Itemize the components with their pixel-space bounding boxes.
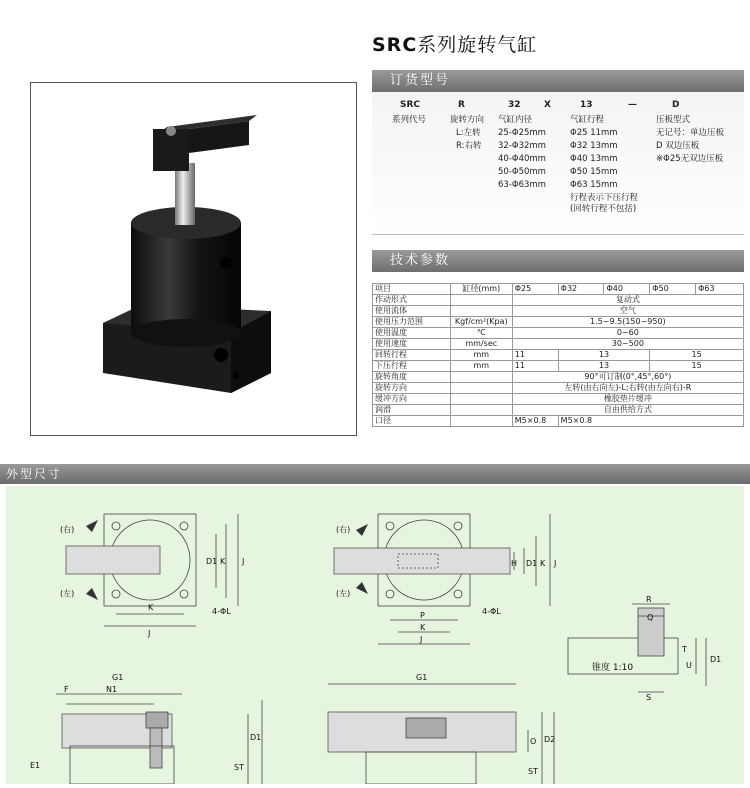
dim-k: K [220,557,226,566]
spec-cell [450,405,512,416]
spec-row [373,339,744,350]
spec-row [373,383,744,394]
spec-cell: 润滑 [373,405,451,416]
tech-section-bar: 技术参数 [372,250,744,272]
dim-t: T [682,645,687,654]
spec-cell: 橡胶垫片缓冲 [512,394,743,405]
dims-section-bar: 外型尺寸 [0,464,750,484]
spec-row [373,405,744,416]
code-series: SRC [400,100,421,110]
dim-d1: D1 [206,557,218,566]
dim-hole: 4-ΦL [212,607,231,616]
page-title: SRC系列旋转气缸 [372,34,538,56]
spec-cell: M5×0.8 [512,416,558,427]
spec-cell: 回转行程 [373,350,451,361]
clamp-arm-double [334,548,510,574]
spec-row [373,295,744,306]
spec-cell: 11 [512,350,558,361]
spec-cell: 作动形式 [373,295,451,306]
dim-st: ST [234,763,244,772]
spec-row [373,306,744,317]
spec-cell: mm [450,361,512,372]
spec-cell: mm/sec [450,339,512,350]
code-x: X [544,100,551,110]
dim-r: R [646,595,652,604]
spec-cell: 自由供给方式 [512,405,743,416]
spec-row [373,416,744,427]
dim-d2: D2 [544,735,556,744]
code-direction: R [458,100,465,110]
dim-left: (左) [60,589,75,598]
spec-cell: 空气 [512,306,743,317]
svg-text:K: K [540,559,546,568]
spec-cell: 15 [650,350,744,361]
code-stroke: 13 [580,100,593,110]
spec-cell: 1.5~9.5(150~950) [512,317,743,328]
order-code-block [372,92,744,235]
spec-cell: 使用温度 [373,328,451,339]
spec-cell: Φ63 [696,284,744,295]
spec-cell: 旋转方向 [373,383,451,394]
spec-cell: 口径 [373,416,451,427]
spec-cell: 11 [512,361,558,372]
svg-text:K: K [420,623,426,632]
spec-row [373,284,744,295]
spec-cell [450,306,512,317]
rotate-right-arrow [86,520,98,532]
spec-cell: 90°可订制(0°,45°,60°) [512,372,743,383]
svg-text:(左): (左) [336,589,351,598]
dim-e1: E1 [30,761,41,770]
dim-u: U [686,661,692,670]
spec-row [373,394,744,405]
spec-row [373,328,744,339]
dim-q: Q [647,613,654,622]
spec-cell: 左转(由右向左)-L;右转(由左向右)-R [512,383,743,394]
spec-row [373,372,744,383]
svg-text:D1: D1 [526,559,538,568]
dim-n1: N1 [106,685,118,694]
dimension-drawings [6,486,744,784]
direction-col: 旋转方向 L:左转 R:右转 [450,115,485,151]
svg-text:D1: D1 [250,733,262,742]
dim-j-bottom: J [148,629,151,638]
spec-row [373,317,744,328]
spec-cell: Φ40 [604,284,650,295]
spec-cell [450,416,512,427]
spec-cell [450,295,512,306]
product-photo [30,82,357,436]
spec-cell: 使用流体 [373,306,451,317]
dim-k-bottom: K [148,603,154,612]
dim-f: F [64,685,69,694]
dim-p: P [420,611,425,620]
dim-g1: G1 [112,673,124,682]
spec-cell: 项目 [373,284,451,295]
series-col: 系列代号 [392,115,427,125]
spec-row [373,350,744,361]
svg-text:J: J [554,559,557,568]
svg-text:4-ΦL: 4-ΦL [482,607,501,616]
spec-cell: Φ32 [558,284,604,295]
spec-cell: 缸径(mm) [450,284,512,295]
spec-cell: M5×0.8 [558,416,743,427]
spec-cell: Φ25 [512,284,558,295]
svg-text:J: J [420,635,423,644]
code-clamp: D [672,100,680,110]
spec-cell: 下压行程 [373,361,451,372]
clamp-col: 压板型式 无记号：单边压板 D 双边压板 ※Φ25无双边压板 [656,115,725,164]
svg-text:ST: ST [528,767,538,776]
dim-h: H [511,559,518,568]
spec-cell: mm [450,350,512,361]
spec-cell [450,383,512,394]
spec-cell: 使用压力范围 [373,317,451,328]
dim-right: (右) [60,525,75,534]
rotary-cylinder-image [31,83,356,435]
svg-text:D1: D1 [710,655,722,664]
spec-cell: 15 [650,361,744,372]
dim-taper: 锥度 1:10 [592,663,634,673]
spec-cell: Φ50 [650,284,696,295]
dimension-drawing-svg [6,486,744,784]
svg-text:G1: G1 [416,673,428,682]
spec-table [372,283,744,427]
spec-cell: 使用速度 [373,339,451,350]
spec-cell [450,394,512,405]
dim-s: S [646,693,652,702]
dim-o: O [530,737,537,746]
order-section-bar: 订货型号 [372,70,744,92]
code-bore: 32 [508,100,521,110]
stroke-col: 气缸行程 Φ25 11mm Φ32 13mm Φ40 13mm Φ50 15mm Φ63 15mm 行程表示下压行程 (回转行程不包括) [570,115,639,214]
spec-cell: 13 [558,361,650,372]
spec-cell: 旋转角度 [373,372,451,383]
code-dash: — [628,100,637,110]
dim-j: J [242,557,245,566]
spec-cell: 0~60 [512,328,743,339]
spec-cell: 13 [558,350,650,361]
spec-cell: 复动式 [512,295,743,306]
spec-cell: 30~500 [512,339,743,350]
spec-row [373,361,744,372]
spec-cell [450,372,512,383]
spec-cell: Kgf/cm²(Kpa) [450,317,512,328]
clamp-arm-left [66,546,160,574]
spec-cell: 缓冲方向 [373,394,451,405]
svg-text:(右): (右) [336,525,351,534]
rotate-left-arrow [86,588,98,600]
bore-col: 气缸内径 25-Φ25mm 32-Φ32mm 40-Φ40mm 50-Φ50mm 63-Φ63mm [498,115,546,190]
spec-cell: ℃ [450,328,512,339]
